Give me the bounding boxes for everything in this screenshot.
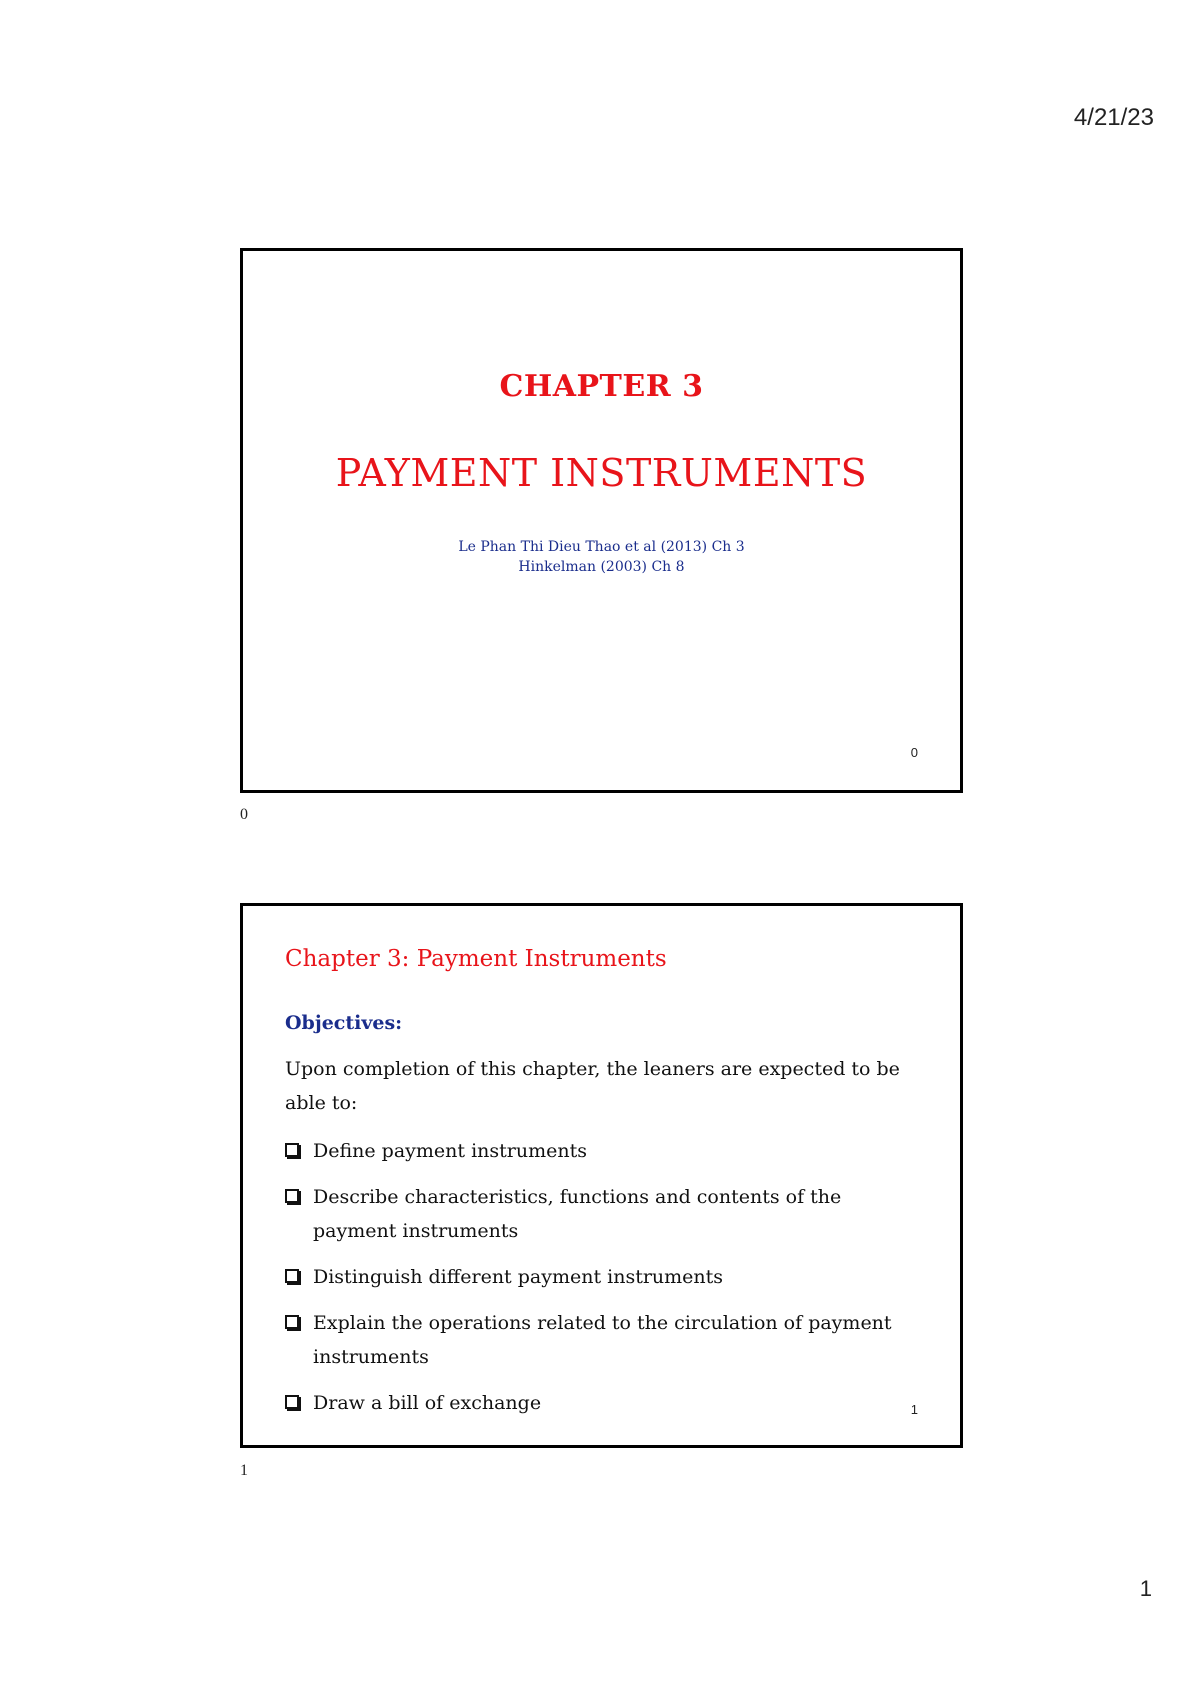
reference-line: Hinkelman (2003) Ch 8	[518, 559, 685, 575]
checkbox-bullet-icon	[285, 1269, 299, 1283]
slide-heading: Chapter 3: Payment Instruments	[285, 946, 667, 972]
objectives-label: Objectives:	[285, 1012, 403, 1034]
page-number: 1	[1139, 1576, 1152, 1601]
slide-caption-number: 1	[240, 1462, 248, 1479]
checkbox-bullet-icon	[285, 1143, 299, 1157]
checkbox-bullet-icon	[285, 1315, 299, 1329]
slide-title	[240, 248, 963, 793]
list-item-text: Define payment instruments	[313, 1140, 587, 1162]
slide-number: 1	[910, 1402, 918, 1417]
reference-line: Le Phan Thi Dieu Thao et al (2013) Ch 3	[458, 539, 745, 555]
list-item-text: Distinguish different payment instruments	[313, 1266, 724, 1288]
list-item	[285, 1306, 925, 1374]
references	[243, 537, 960, 577]
list-item	[285, 1180, 925, 1248]
slide-title-text: PAYMENT INSTRUMENTS	[335, 451, 868, 495]
page-date: 4/21/23	[1073, 104, 1154, 131]
list-item	[285, 1386, 925, 1420]
list-item-text: Draw a bill of exchange	[313, 1392, 542, 1414]
slide-caption-number: 0	[240, 806, 248, 823]
checkbox-bullet-icon	[285, 1189, 299, 1203]
slide-objectives	[240, 903, 963, 1448]
list-item	[285, 1260, 925, 1294]
list-item-text: Explain the operations related to the circulation of payment instruments	[313, 1312, 892, 1368]
list-item-text: Describe characteristics, functions and contents of the payment instruments	[313, 1186, 842, 1242]
checkbox-bullet-icon	[285, 1395, 299, 1409]
chapter-label: CHAPTER 3	[499, 369, 704, 404]
slide-number: 0	[910, 745, 918, 760]
objectives-list	[285, 1134, 925, 1432]
objectives-intro: Upon completion of this chapter, the leaners are expected to be able to:	[285, 1058, 900, 1114]
list-item	[285, 1134, 925, 1168]
